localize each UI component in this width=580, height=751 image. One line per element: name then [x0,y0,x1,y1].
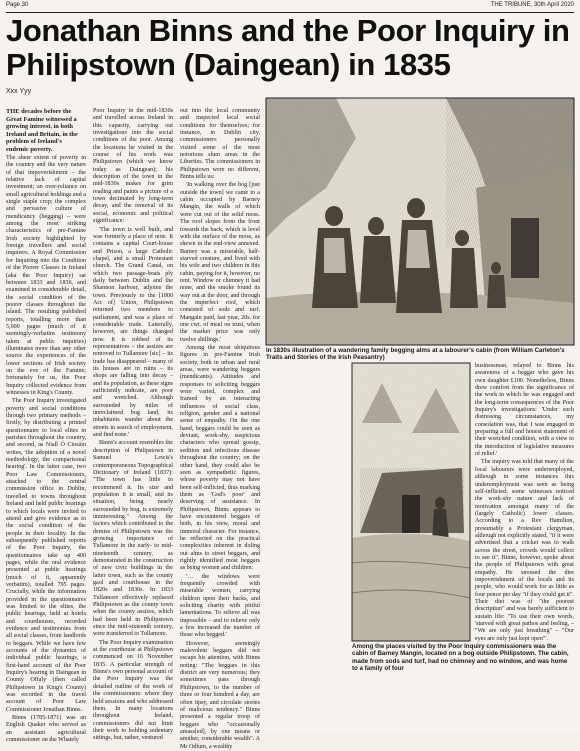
illustration-caption: In 1830s illustration of a wandering family begging alms at a labourer's cabin (from William Carleton's Traits and Stories of the Irish Peasantry) [266,347,565,362]
page-number: Page 30 [6,2,29,8]
article-quote: 'The town is well built, and was formerly a place of note. It contains a capital Court-house and Prison, a large Catholic chapel, and a small Protestant church. The Grand Canal, on which two passage-boats ply daily between Dublin and the Shannon harbour, adjoins the town. Previously to the [1800 Act of] Union, Philipstown returned two members to parliament, and was a place of considerable trade. Latterally, however, are things changed now. It is robbed of its representatives – the assizes are removed to Tullamore [sic] – its trade has disappeared – many of its houses are in ruins – its shops are falling into decay – and its population, as these signs sufficiently indicate, are poor and wretched. Although surrounded by miles of unreclaimed bog land, its inhabitants wander about the streets in search of employment, and find none.' [93,226,173,439]
article-paragraph: The Poor Inquiry investigated poverty and social conditions through two primary methods – firstly, by distributing a printed questionnaire to local elites in parishes throughout the country, and second, as Niall Ó Ciosáin writes, 'the adoption of a novel methodology, the comparisonal hearing'. In the latter case, two Poor Law Commissioners, attached to the central commission office in Dublin, travelled to towns throughout Ireland and held public hearings to which locals were invited to attend and give evidence as to the social condition of the people in their locality. In the subsequently published reports of the Poor Inquiry, the questionnaires take up 400 pages, while the oral evidence presented at public hearings (much of it, apparently verbatim), totalled 795 pages. Crucially, while the information provided in the questionnaires was limited to the elites, the public hearings, held at hotels and courthouses, recorded evidence and testimonies from all social classes, from landlords to beggars. While we have few accounts of the dynamics of individual public hearings, a first-hand account of the Poor Inquiry's hearing in Daingean in County Offaly (then called Philipstown in King's County) was recorded in the travel account of Poor Law Commissioner Jonathan Binns. [6,398,86,713]
article-paragraph: Poor Inquiry in the mid-1830s and travelled across Ireland in this capacity, carrying out investigations into the social conditions of the poor. Among the locations he visited in the course of his work was Philipstown (which we know today as Daingean); his description of the town in the mid-1830s makes for grim reading and paints a picture of a town decimated by long-term decay, and the removal of its social, economic and political significance: [93,108,173,225]
article-paragraph: However, seemingly malevolent beggars did not escape his attention, with Binns noting: "The beggars in this district are very numerous; they sometimes pass through Philipstown, to the number of three or four hundred a day, are often tipsy, and circulate stories of malicious tendency." Binns presented a regular troop of beggars who "occasionally amass[ed], by one means or another, considerable wealth". A Mr Odlum, a wealthy [180,640,260,750]
article-column-1 [6,108,86,744]
begging-family-illustration [266,98,574,345]
masthead-strip [6,2,574,12]
article-paragraph: businessman, relayed to Binns his awareness of a beggar who gave his own daughter £100. Nonetheless, Binns drew comfort from the significance of the work in which he was engaged and the long-term consequences of the Poor Inquiry's investigations: 'Under such distressing circumstances, my consolation was, that I was engaged in preparing a full and honest statement of their wretched condition, with a view to the introduction of legislative measures of relief.' [475,363,574,458]
article-column-3 [180,108,260,750]
paper-date: THE TRIBUNE, 30th April 2020 [490,2,574,8]
cabin-caption: Among the places visited by the Poor Inquiry commissioners was the cabin of Barney Mangin, located on a bog outside Philipstown. The cabin, made from sods and turf, had no chimney and no window, and was home to a family of four [352,643,569,673]
article-paragraph: The sheer extent of poverty in the country and the very nature of that impoverishment – the relative lack of capital investment; an over-reliance on small agricultural holdings and a single staple crop; the complex and pervasive culture of mendicancy (begging) – were among the most striking characteristics of pre-Famine Irish society highlighted by foreign travellers and social inquirers. A Royal Commission for Inquiring into the Condition of the Poorer Classes in Ireland (aka the Poor Inquiry) sat between 1833 and 1836, and examined in considerable detail, the social condition of the poorer classes throughout the island. The resulting published reports, totalling more than 5,000 pages (much of it seemingly-verbatim testimony taken at public inquiries) illuminates more than any other source the experiences of the lower sections of Irish society on the eve of the Famine; fortunately for us, the Poor Inquiry collected evidence from witnesses in King's County. [6,155,86,396]
article-paragraph: out into the local community and inspected local social conditions for themselves; for instance, in Dublin city, commissioners personally visited some of the most notorious slum areas in the Liberties. The commissioners in Philipstown were no different, Binns tells us: [180,108,260,181]
article-paragraph: Binns's account resembles the description of Philipstown in Samuel Lewis's contemporaneous Topographical Dictionary of Ireland (1837): "The town has little to recommend it. Its size and population it is small, and its situation, being nearly surrounded by bog, is extremely uninteresting." Among the factors which contributed to the demise of Philipstown was the growing importance of Tullamore in the early- to mid-nineteenth century, as demonstrated in the construction of new civic buildings in the latter town, such as the county gaol and courthouse in the 1820s and 1830s. In 1833 Tullamore effectively replaced Philipstown as the county town when the county assizes, which had been held in Philipstown since the mid-sixteenth century, were transferred to Tullamore. [93,440,173,638]
bog-cabin-illustration [352,363,470,641]
article-paragraph: The inquiry was told that many of the local labourers were underemployed, although in some instances this underemployment was seen as being self-inflicted; some witnesses noticed the work-shy nature and lack of motivation amongst many of the (largely Catholic) lower classes. According to a Rev Hamilton, presumably a Protestant clergyman, although not explicitly stated, "if it were advertised that a cricket was to walk across the street, crowds would collect to see it". Binns, however, spoke about the people of Philipstown with great empathy. He stressed the dire impoverishment of the locals and its people, who would work for as little as four pence per day "if they could get it". Their diet was of "the poorest description" and was barely sufficient to sustain life: "To use their own words, 'starved with great pathos and feeling, – "We are only just breathing" – "Our eyes are only just kept open"'. [475,459,574,642]
article-column-2 [93,108,173,742]
article-quote: 'In walking over the bog [just outside the town] we came to a cabin occupied by Barney Mangin, the walls of which were cut out of the solid moss. The roof slopes from the front towards the back, which is level with the surface of the moss, as shewn in the end-view annexed. Barney was a miserable, half-starved creature, and lived with his wife and two children in this cabin, paying for it, however, no rent. Window or chimney it had none, and the smoke found its way out at the door, and through the imperfect roof, which consisted of sods and turf. Mangain paid, last year, 20s. for one cwt. of meal on trust, when the market price was only twelve shillings.' [180,182,260,343]
article-paragraph: The Poor Inquiry examination at the courthouse at Philipstown commenced on 16 November 1835. A particular strength of Binns's own personal account of the Poor Inquiry was the detailed outline of the work of the commissioners: where they held sessions and who addressed them. In many locations throughout Ireland, commissioners did not limit their work to holding sedentary sittings, but, rather, ventured [93,639,173,742]
article-paragraph: Binns (1785-1871) was an English Quaker who served as an assistant agricultural commissioner on the Whately [6,715,86,744]
article-column-5 [475,363,574,643]
article-quote: '… the windows were frequently crowded with miserable women, carrying children upon their backs, and soliciting charity with pitiful lamentations. To relieve all was impossible – and to relieve only a few increased the number of those who begged.' [180,573,260,639]
byline: Xxx Yyy [6,88,32,95]
article-paragraph: Among the most ubiquitous figures in pre-Famine Irish society, both in urban and rural areas, were wandering beggars (mendicants). Attitudes and responses to soliciting beggars were varied, complex and framed by an interacting influences of social class, religion, gender and a national sense of empathy. On the one hand, beggars could be seen as deviant, work-shy, suspicious characters who spread gossip, sedition and infectious disease throughout the country; on the other hand, they could also be seen as sympathetic figures, whose poverty may not have been self-inflicted, thus marking them as 'God's poor' and deserving of assistance. In Philipstown, Binns appears to have encountered beggars of both, in his view, moral and immoral character. For instance, he reflected on the practical complexities inherent in doling out alms to street beggars, and rightly identified most beggars as being women and children: [180,345,260,572]
headline: Jonathan Binns and the Poor Inquiry in Philipstown (Daingean) in 1835 [6,13,570,82]
article-intro: THE decades before the Great Famine witnessed a growing interest, in both Ireland and Britain, in the problem of Ireland's endemic poverty. [6,108,78,153]
